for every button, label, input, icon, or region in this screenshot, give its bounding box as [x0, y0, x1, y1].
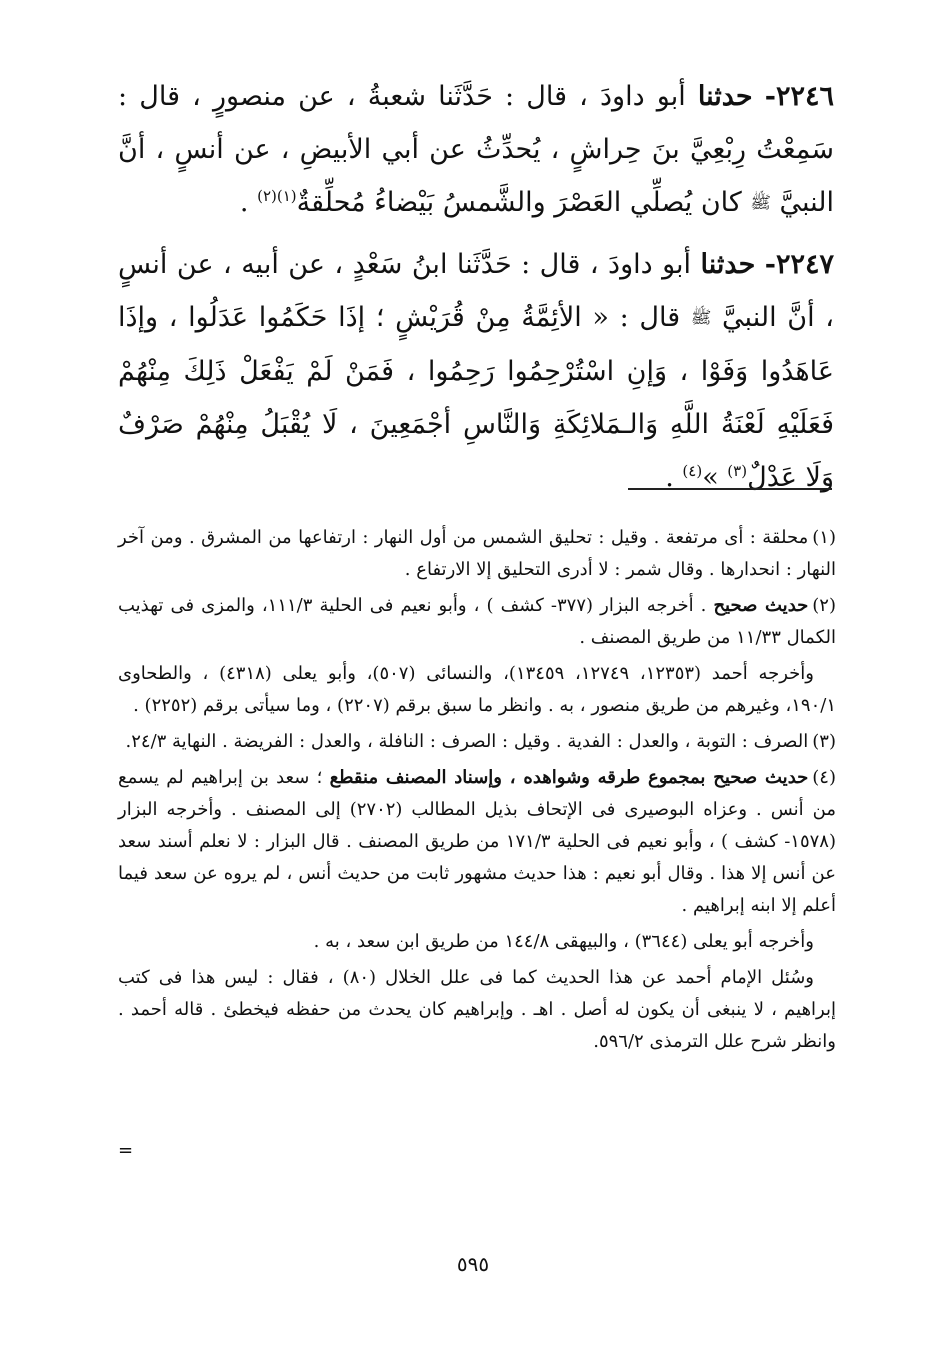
footnote-reference[interactable]: (٣): [727, 462, 748, 480]
narration-label: حدثنا: [697, 81, 753, 112]
footnote-number: (٢): [812, 595, 836, 616]
footnote-reference[interactable]: (٤): [682, 462, 703, 480]
hadith-text-continued: كان يُصلِّي العَصْرَ والشَّمسُ بَيْضاءُ مُحلِّقةٌ: [296, 187, 751, 218]
footnote-4-paragraph-3: وسُئل الإمام أحمد عن هذا الحديث كما فى علل الخلال (٨٠) ، فقال : ليس هذا فى كتب إبراهيم ، لا ينبغى أن يكون له أصل . اهـ . وإبراهيم كان يحدث من حفظه فيخطئ . قاله أحمد . وانظر شرح علل الترمذى ٥٩٦/٢.: [118, 967, 836, 1052]
hadith-number: ٢٢٤٧-: [764, 249, 834, 280]
footnote-text: ؛ سعد بن إبراهيم لم يسمع من أنس . وعزاه البوصيرى فى الإتحاف بذيل المطالب (٢٧٠٢) إلى المصنف . وأخرجه البزار (١٥٧٨- كشف ) ، وأبو نعيم فى الحلية ١٧١/٣ من طريق المصنف . قال البزار : لا نعلم أسند سعد عن أنس إلا هذا . وقال أبو نعيم : هذا حديث مشهور ثابت من حديث أنس ، لم يروه عن سعد فيما أعلم إلا ابنه إبراهيم .: [118, 767, 836, 916]
footnote-number: (١): [812, 527, 836, 548]
hadith-2246: [118, 70, 834, 230]
narration-label: حدثنا: [700, 249, 756, 280]
page-number: ٥٩٥: [456, 1252, 490, 1276]
main-text: [118, 70, 834, 512]
hadith-final-stop: .: [665, 462, 683, 493]
footnote-2-continuation: وأخرجه أحمد (١٢٣٥٣، ١٢٧٤٩، ١٣٤٥٩)، والنسائى (٥٠٧)، وأبو يعلى (٤٣١٨) ، والطحاوى ١٩٠/١، وغيرهم من طريق منصور ، به . وانظر ما سبق برقم (٢٢٠٧) ، وما سيأتى برقم (٢٢٥٢) .: [118, 663, 836, 716]
footnote-1: [118, 522, 836, 586]
hadith-text: أبو داودَ ، قال : حَدَّثَنا شعبةُ ، عن منصورٍ ، قال : سَمِعْتُ رِبْعِيَّ بنَ حِراشٍ ، يُحدِّثُ عن أبي الأبيضِ ، عن أنسٍ ، أنَّ النبيَّ: [118, 81, 834, 218]
footnote-3: [118, 726, 836, 758]
salutation-glyph: ﷺ: [750, 193, 771, 213]
hadith-2247: [118, 238, 834, 504]
footnote-text: . أخرجه البزار (٣٧٧- كشف ) ، وأبو نعيم فى الحلية ١١١/٣، والمزى فى تهذيب الكمال ١١/٣٣ من طريق المصنف .: [118, 595, 836, 648]
hadith-text: أبو داودَ ، قال : حَدَّثَنا ابنُ سَعْدٍ ، عن أبيه ، عن أنسٍ ، أنَّ النبيَّ: [118, 249, 834, 333]
footnote-grading: حديث صحيح: [713, 595, 809, 616]
continuation-mark: =: [118, 1140, 134, 1161]
hadith-text-continued: قال : « الأئِمَّةُ مِنْ قُرَيْشٍ ؛ إذَا حَكَمُوا عَدَلُوا ، وإذَا عَاهَدُوا وَفَوْا ، وَإنِ اسْتُرْحِمُوا رَحِمُوا ، فَمَنْ لَمْ يَفْعَلْ ذَلِكَ مِنْهُمْ فَعَلَيْهِ لَعْنَةُ اللَّهِ وَالـمَلائِكَةِ وَالنَّاسِ أجْمَعِينَ ، لَا يُقْبَلُ مِنْهُمْ صَرْفٌ وَلَا عَدْلٌ: [118, 302, 834, 493]
hadith-ending: »: [702, 462, 728, 493]
hadith-ending: .: [239, 187, 258, 218]
footnote-reference[interactable]: (١)(٢): [257, 187, 297, 205]
footnote-text: محلقة : أى مرتفعة . وقيل : تحليق الشمس من أول النهار : ارتفاعها من المشرق . ومن آخر النهار : انحدارها . وقال شمر : لا أدرى التحليق إلا الارتفاع .: [118, 527, 836, 580]
footnote-number: (٣): [812, 731, 836, 752]
hadith-number: ٢٢٤٦-: [764, 81, 834, 112]
footnote-grading: حديث صحيح بمجموع طرقه وشواهده ، وإسناد المصنف منقطع: [329, 767, 809, 788]
footnotes: [118, 522, 836, 1062]
footnote-text: الصرف : التوبة ، والعدل : الفدية . وقيل : الصرف : النافلة ، والعدل : الفريضة . النهاية ٢٤/٣.: [125, 731, 809, 752]
footnote-2: [118, 590, 836, 654]
footnote-4: [118, 762, 836, 922]
footnote-4-paragraph-2: وأخرجه أبو يعلى (٣٦٤٤) ، والبيهقى ١٤٤/٨ من طريق ابن سعد ، به .: [313, 931, 814, 952]
salutation-glyph: ﷺ: [690, 308, 712, 328]
footnote-separator: [628, 488, 832, 490]
footnote-number: (٤): [812, 767, 836, 788]
